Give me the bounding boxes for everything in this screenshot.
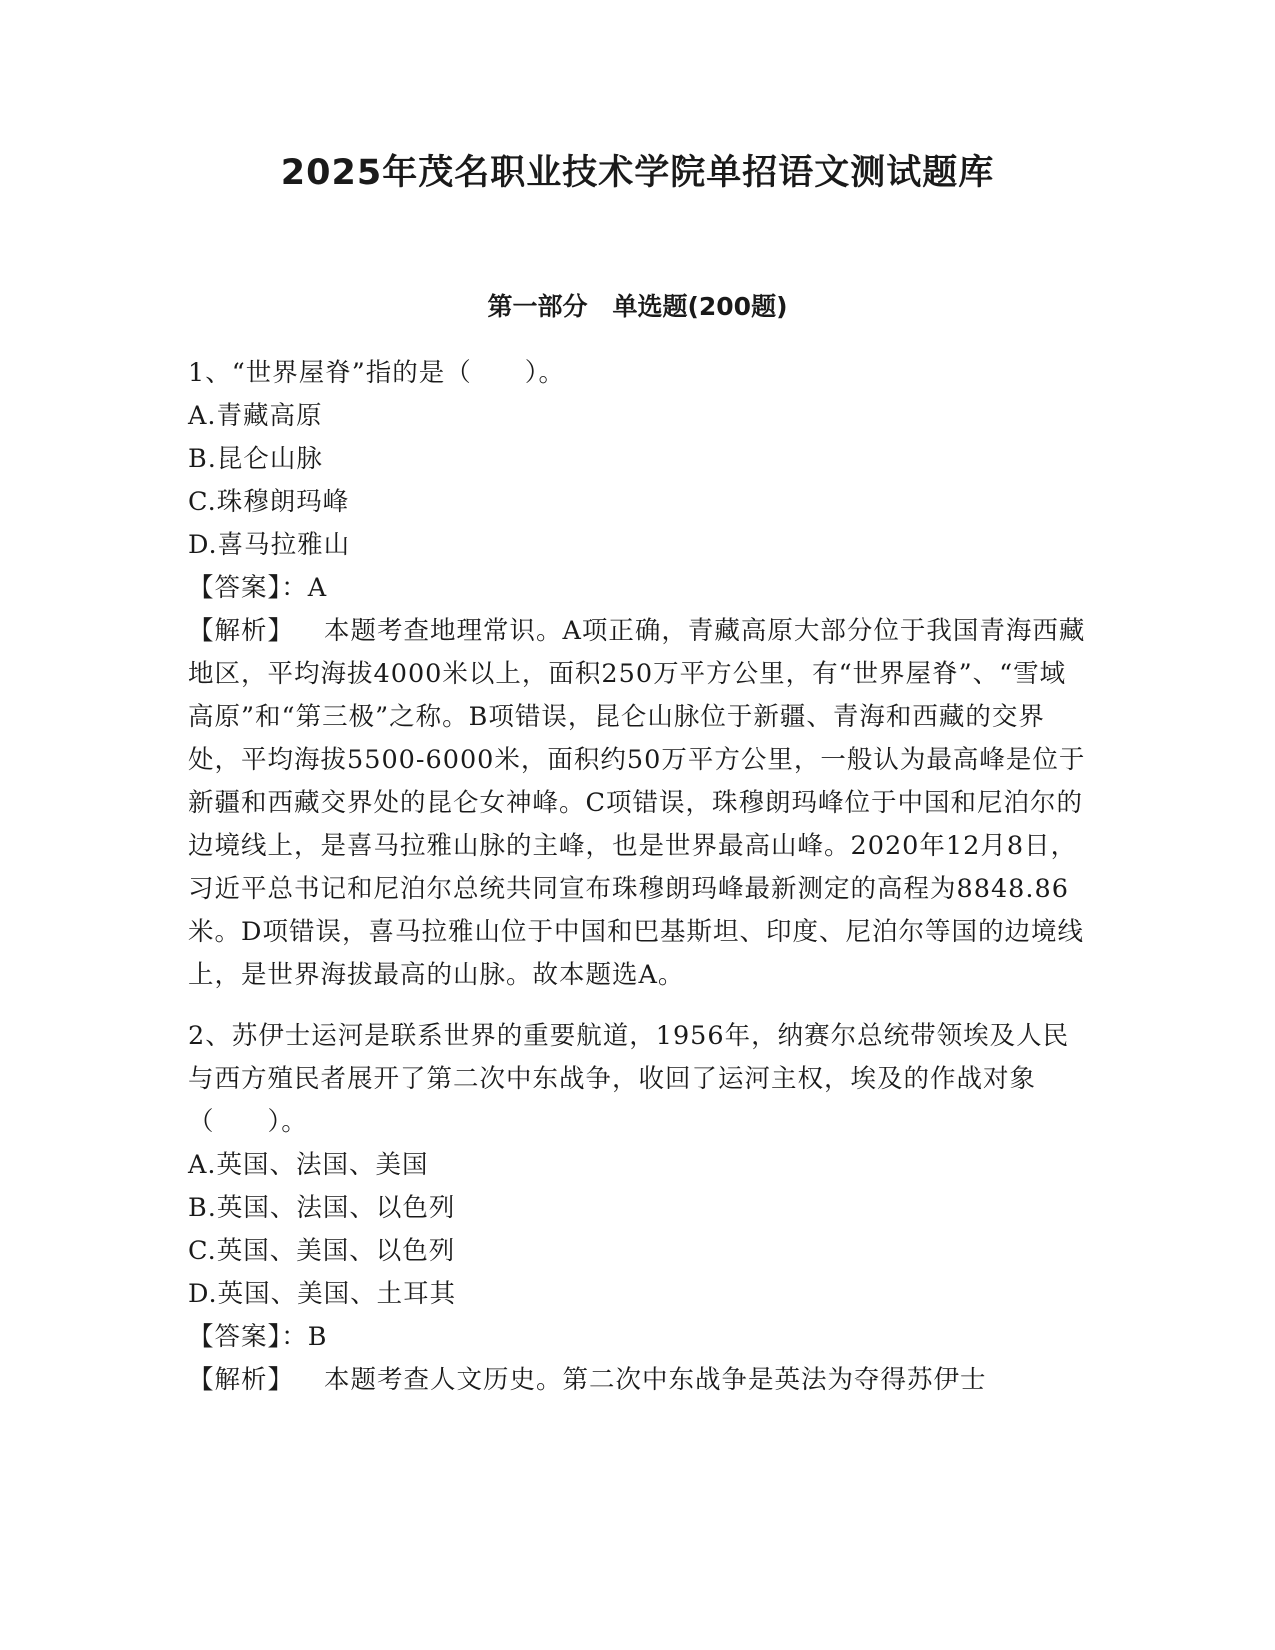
option-a: A.青藏高原 [188, 401, 323, 431]
section-title: 第一部分 单选题(200题) [487, 292, 788, 321]
question-2 [188, 1015, 1088, 1402]
option-d: D.喜马拉雅山 [188, 530, 351, 560]
question-list [188, 352, 1088, 1420]
answer-line: 【答案】：B [188, 1322, 328, 1352]
question-1 [188, 352, 1088, 997]
analysis-paragraph [188, 610, 1088, 997]
option-c: C.珠穆朗玛峰 [188, 487, 350, 517]
analysis-text: 本题考查人文历史。第二次中东战争是英法为夺得苏伊士 [324, 1365, 987, 1395]
question-stem: 1、“世界屋脊”指的是（ ）。 [188, 358, 566, 388]
option-b: B.英国、法国、以色列 [188, 1193, 456, 1223]
option-c: C.英国、美国、以色列 [188, 1236, 456, 1266]
analysis-label: 【解析】 [188, 616, 295, 646]
option-a: A.英国、法国、美国 [188, 1150, 429, 1180]
analysis-label: 【解析】 [188, 1365, 295, 1395]
option-d: D.英国、美国、土耳其 [188, 1279, 457, 1309]
option-b: B.昆仑山脉 [188, 444, 323, 474]
question-stem: 2、苏伊士运河是联系世界的重要航道，1956年，纳赛尔总统带领埃及人民与西方殖民者展开了第二次中东战争，收回了运河主权，埃及的作战对象（ ）。 [188, 1021, 1070, 1137]
analysis-text: 本题考查地理常识。A项正确，青藏高原大部分位于我国青海西藏地区，平均海拔4000米以上，面积250万平方公里，有“世界屋脊”、“雪域高原”和“第三极”之称。B项错误，昆仑山脉位于新疆、青海和西藏的交界处，平均海拔5500-6000米，面积约50万平方公里，一般认为最高峰是位于新疆和西藏交界处的昆仑女神峰。C项错误，珠穆朗玛峰位于中国和尼泊尔的边境线上，是喜马拉雅山脉的主峰，也是世界最高山峰。2020年12月8日，习近平总书记和尼泊尔总统共同宣布珠穆朗玛峰最新测定的高程为8848.86米。D项错误，喜马拉雅山位于中国和巴基斯坦、印度、尼泊尔等国的边境线上，是世界海拔最高的山脉。故本题选A。 [188, 616, 1086, 990]
answer-line: 【答案】：A [188, 573, 328, 603]
document-title: 2025年茂名职业技术学院单招语文测试题库 [280, 153, 995, 193]
analysis-paragraph [188, 1359, 1088, 1402]
